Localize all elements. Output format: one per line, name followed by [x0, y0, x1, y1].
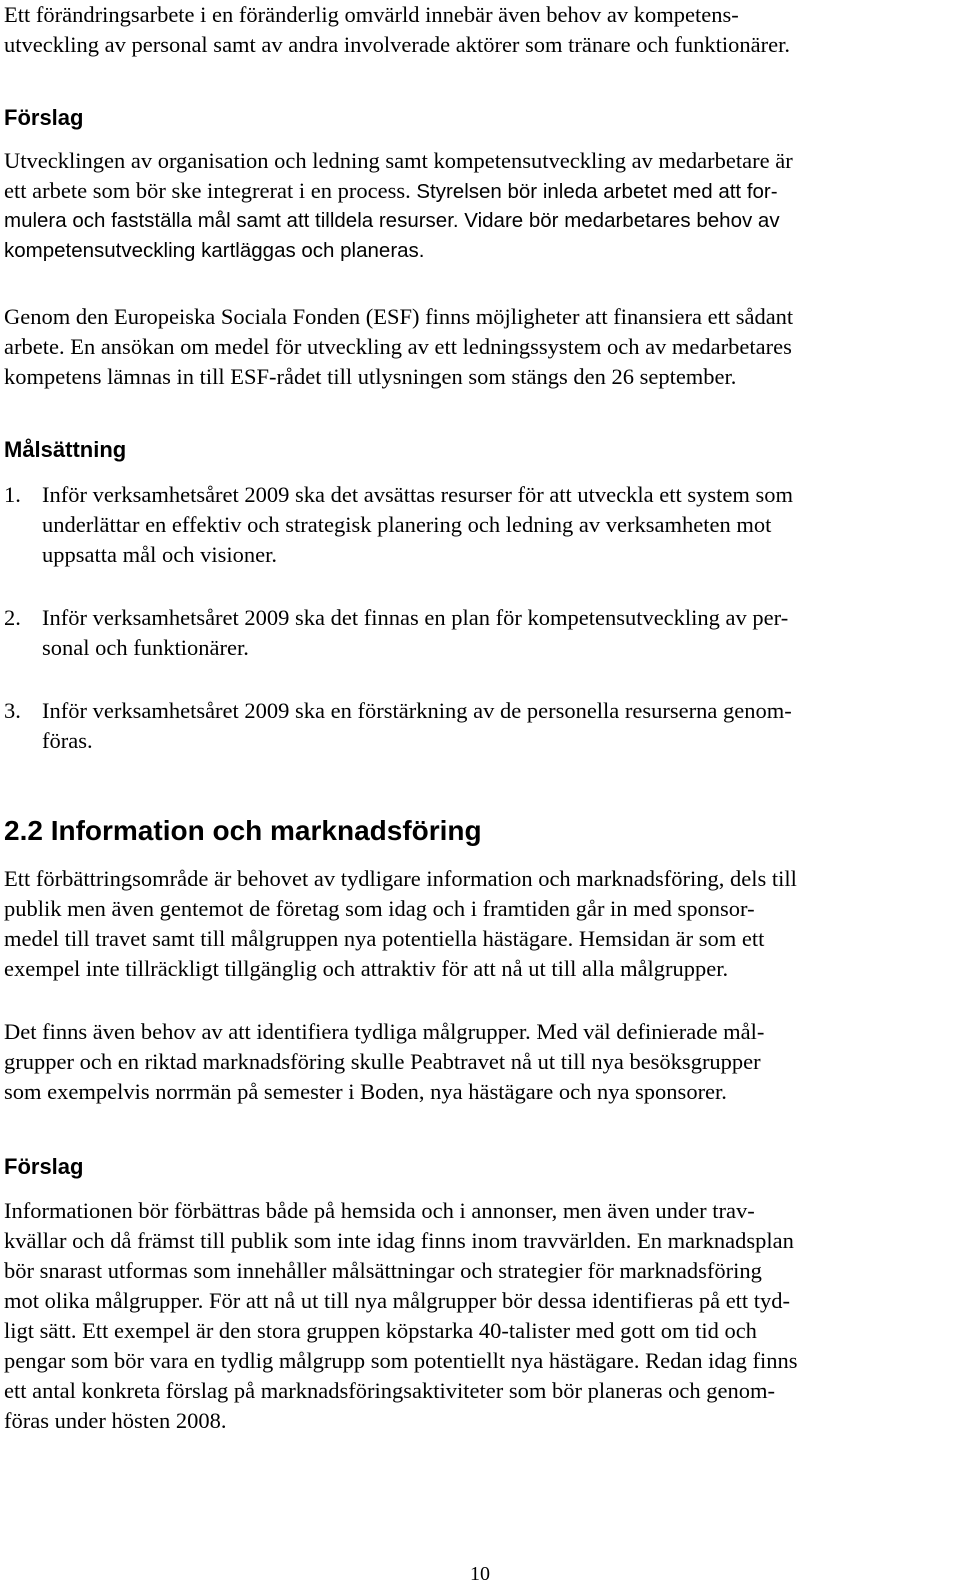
body-line: mot olika målgrupper. För att nå ut till nya målgrupper bör dessa identifieras på ett tyd-: [4, 1288, 791, 1313]
body-line: bör snarast utformas som innehåller målsättningar och strategier för marknadsföring: [4, 1258, 762, 1283]
section-title: 2.2 Information och marknadsföring: [4, 815, 482, 846]
goal-line: uppsatta mål och visioner.: [42, 542, 277, 567]
section-heading: Förslag: [4, 105, 84, 130]
intro-line: utveckling av personal samt av andra involverade aktörer som tränare och funktionärer.: [4, 32, 790, 57]
body-line: arbete. En ansökan om medel för utveckling av ett ledningssystem och av medarbetares: [4, 334, 792, 359]
goal-line: föras.: [42, 728, 93, 753]
goal-line: Inför verksamhetsåret 2009 ska en förstärkning av de personella resurserna genom-: [42, 698, 792, 723]
body-line: grupper och en riktad marknadsföring skulle Peabtravet nå ut till nya besöksgrupper: [4, 1049, 761, 1074]
goal-line: Inför verksamhetsåret 2009 ska det avsättas resurser för att utveckla ett system som: [42, 482, 794, 507]
body-line: ett antal konkreta förslag på marknadsföringsaktiviteter som bör planeras och genom-: [4, 1378, 775, 1403]
goal-number: 3.: [4, 698, 21, 723]
body-line: pengar som bör vara en tydlig målgrupp som potentiellt nya hästägare. Redan idag finns: [4, 1348, 798, 1373]
goal-line: Inför verksamhetsåret 2009 ska det finnas en plan för kompetensutveckling av per-: [42, 605, 789, 630]
section-heading: Målsättning: [4, 437, 127, 462]
goal-number: 2.: [4, 605, 21, 630]
body-line: ligt sätt. Ett exempel är den stora gruppen köpstarka 40-talister med gott om tid och: [4, 1318, 757, 1343]
section-heading: Förslag: [4, 1154, 84, 1179]
goal-line: sonal och funktionärer.: [42, 635, 249, 660]
body-line: Utvecklingen av organisation och ledning samt kompetensutveckling av medarbetare är: [4, 148, 793, 173]
body-text: ett arbete som bör ske integrerat i en process.: [4, 178, 417, 203]
body-line: kompetens lämnas in till ESF-rådet till utlysningen som stängs den 26 september.: [4, 364, 737, 389]
body-line: föras under hösten 2008.: [4, 1408, 227, 1433]
body-line: exempel inte tillräckligt tillgänglig och attraktiv för att nå ut till alla målgrupper.: [4, 956, 729, 981]
goal-number: 1.: [4, 482, 21, 507]
body-line: medel till travet samt till målgruppen nya potentiella hästägare. Hemsidan är som ett: [4, 926, 765, 951]
body-line: kvällar och då främst till publik som inte idag finns inom travvärlden. En marknadsplan: [4, 1228, 794, 1253]
body-line: mulera och fastställa mål samt att tilldela resurser. Vidare bör medarbetares behov av: [4, 209, 780, 232]
body-line: Informationen bör förbättras både på hemsida och i annonser, men även under trav-: [4, 1198, 755, 1223]
goal-line: underlättar en effektiv och strategisk planering och ledning av verksamheten mot: [42, 512, 772, 537]
body-line: publik men även gentemot de företag som idag och i framtiden går in med sponsor-: [4, 896, 755, 921]
body-line: Det finns även behov av att identifiera tydliga målgrupper. Med väl definierade mål-: [4, 1019, 765, 1044]
body-text: Styrelsen bör inleda arbetet med att for-: [416, 180, 778, 203]
body-line: [4, 176, 778, 207]
body-line: Genom den Europeiska Sociala Fonden (ESF) finns möjligheter att finansiera ett sådant: [4, 304, 794, 329]
body-line: som exempelvis norrmän på semester i Boden, nya hästägare och nya sponsorer.: [4, 1079, 727, 1104]
page-number: 10: [470, 1563, 490, 1585]
body-line: kompetensutveckling kartläggas och planeras.: [4, 239, 425, 262]
body-line: Ett förbättringsområde är behovet av tydligare information och marknadsföring, dels till: [4, 866, 797, 891]
intro-line: Ett förändringsarbete i en föränderlig omvärld innebär även behov av kompetens-: [4, 2, 739, 27]
